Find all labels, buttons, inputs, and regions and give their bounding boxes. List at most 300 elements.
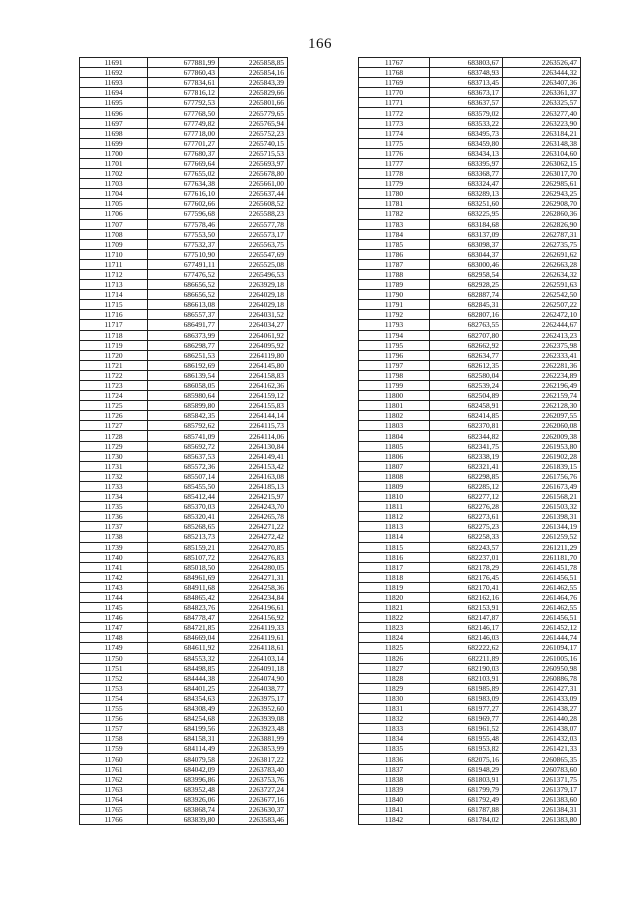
point-number-cell: 11753 (80, 683, 148, 693)
table-row (80, 138, 288, 148)
table-row (80, 280, 288, 290)
table-row (359, 58, 581, 68)
table-row (80, 391, 288, 401)
point-number-cell: 11822 (359, 613, 430, 623)
x-coordinate-cell: 681792,49 (430, 794, 503, 804)
y-coordinate-cell: 2261452,12 (503, 623, 581, 633)
point-number-cell: 11792 (359, 310, 430, 320)
table-row (359, 502, 581, 512)
point-number-cell: 11691 (80, 58, 148, 68)
point-number-cell: 11783 (359, 219, 430, 229)
x-coordinate-cell: 681969,77 (430, 714, 503, 724)
point-number-cell: 11699 (80, 138, 148, 148)
x-coordinate-cell: 683839,80 (148, 815, 219, 825)
x-coordinate-cell: 681955,48 (430, 734, 503, 744)
y-coordinate-cell: 2263881,99 (219, 734, 288, 744)
table-row (80, 401, 288, 411)
table-row (80, 633, 288, 643)
x-coordinate-cell: 686656,52 (148, 290, 219, 300)
y-coordinate-cell: 2261094,17 (503, 643, 581, 653)
x-coordinate-cell: 684498,85 (148, 663, 219, 673)
y-coordinate-cell: 2265765,94 (219, 118, 288, 128)
y-coordinate-cell: 2263325,57 (503, 98, 581, 108)
point-number-cell: 11752 (80, 673, 148, 683)
point-number-cell: 11789 (359, 280, 430, 290)
x-coordinate-cell: 682190,03 (430, 663, 503, 673)
y-coordinate-cell: 2261568,21 (503, 492, 581, 502)
table-row (359, 179, 581, 189)
table-row (80, 88, 288, 98)
table-row (359, 239, 581, 249)
x-coordinate-cell: 685842,35 (148, 411, 219, 421)
x-coordinate-cell: 682147,87 (430, 613, 503, 623)
table-row (80, 98, 288, 108)
y-coordinate-cell: 2264130,84 (219, 441, 288, 451)
point-number-cell: 11804 (359, 431, 430, 441)
y-coordinate-cell: 2263526,47 (503, 58, 581, 68)
point-number-cell: 11831 (359, 704, 430, 714)
table-row (359, 128, 581, 138)
y-coordinate-cell: 2264061,92 (219, 330, 288, 340)
table-row (359, 481, 581, 491)
point-number-cell: 11772 (359, 108, 430, 118)
point-number-cell: 11739 (80, 542, 148, 552)
y-coordinate-cell: 2260950,98 (503, 663, 581, 673)
point-number-cell: 11733 (80, 481, 148, 491)
table-row (359, 512, 581, 522)
table-row (80, 704, 288, 714)
x-coordinate-cell: 684961,69 (148, 572, 219, 582)
x-coordinate-cell: 684114,49 (148, 744, 219, 754)
point-number-cell: 11703 (80, 179, 148, 189)
table-row (80, 623, 288, 633)
x-coordinate-cell: 677491,11 (148, 259, 219, 269)
point-number-cell: 11723 (80, 381, 148, 391)
point-number-cell: 11710 (80, 249, 148, 259)
table-row (80, 310, 288, 320)
x-coordinate-cell: 685268,65 (148, 522, 219, 532)
y-coordinate-cell: 2263444,32 (503, 68, 581, 78)
point-number-cell: 11758 (80, 734, 148, 744)
point-number-cell: 11724 (80, 391, 148, 401)
y-coordinate-cell: 2261211,29 (503, 542, 581, 552)
table-row (359, 108, 581, 118)
point-number-cell: 11780 (359, 189, 430, 199)
y-coordinate-cell: 2262444,67 (503, 320, 581, 330)
y-coordinate-cell: 2265563,75 (219, 239, 288, 249)
point-number-cell: 11766 (80, 815, 148, 825)
table-row (80, 78, 288, 88)
table-row (359, 592, 581, 602)
point-number-cell: 11770 (359, 88, 430, 98)
y-coordinate-cell: 2264034,27 (219, 320, 288, 330)
x-coordinate-cell: 685159,21 (148, 542, 219, 552)
point-number-cell: 11745 (80, 603, 148, 613)
y-coordinate-cell: 2262542,50 (503, 290, 581, 300)
table-row (359, 340, 581, 350)
x-coordinate-cell: 684721,85 (148, 623, 219, 633)
point-number-cell: 11701 (80, 158, 148, 168)
table-row (359, 582, 581, 592)
x-coordinate-cell: 677834,61 (148, 78, 219, 88)
table-row (359, 522, 581, 532)
y-coordinate-cell: 2264258,36 (219, 582, 288, 592)
table-row (80, 592, 288, 602)
y-coordinate-cell: 2264158,83 (219, 370, 288, 380)
y-coordinate-cell: 2262060,08 (503, 421, 581, 431)
table-row (359, 138, 581, 148)
x-coordinate-cell: 684611,92 (148, 643, 219, 653)
x-coordinate-cell: 682539,24 (430, 381, 503, 391)
point-number-cell: 11807 (359, 461, 430, 471)
table-row (359, 643, 581, 653)
y-coordinate-cell: 2264276,83 (219, 552, 288, 562)
table-row (80, 552, 288, 562)
x-coordinate-cell: 686058,05 (148, 381, 219, 391)
point-number-cell: 11696 (80, 108, 148, 118)
table-row (359, 330, 581, 340)
table-row (359, 784, 581, 794)
point-number-cell: 11778 (359, 169, 430, 179)
y-coordinate-cell: 2262009,38 (503, 431, 581, 441)
y-coordinate-cell: 2264185,13 (219, 481, 288, 491)
point-number-cell: 11781 (359, 199, 430, 209)
table-row (359, 744, 581, 754)
point-number-cell: 11798 (359, 370, 430, 380)
point-number-cell: 11722 (80, 370, 148, 380)
point-number-cell: 11830 (359, 693, 430, 703)
y-coordinate-cell: 2261839,15 (503, 461, 581, 471)
table-row (359, 724, 581, 734)
table-row (359, 653, 581, 663)
table-row (359, 471, 581, 481)
y-coordinate-cell: 2261371,75 (503, 774, 581, 784)
x-coordinate-cell: 682344,82 (430, 431, 503, 441)
x-coordinate-cell: 681803,91 (430, 774, 503, 784)
x-coordinate-cell: 683673,17 (430, 88, 503, 98)
y-coordinate-cell: 2261259,52 (503, 532, 581, 542)
point-number-cell: 11775 (359, 138, 430, 148)
y-coordinate-cell: 2265496,53 (219, 269, 288, 279)
y-coordinate-cell: 2261462,55 (503, 582, 581, 592)
point-number-cell: 11708 (80, 229, 148, 239)
x-coordinate-cell: 681985,89 (430, 683, 503, 693)
y-coordinate-cell: 2264119,61 (219, 633, 288, 643)
point-number-cell: 11825 (359, 643, 430, 653)
point-number-cell: 11802 (359, 411, 430, 421)
x-coordinate-cell: 682153,91 (430, 603, 503, 613)
point-number-cell: 11776 (359, 148, 430, 158)
x-coordinate-cell: 683044,37 (430, 249, 503, 259)
point-number-cell: 11748 (80, 633, 148, 643)
point-number-cell: 11720 (80, 350, 148, 360)
y-coordinate-cell: 2264265,78 (219, 512, 288, 522)
table-row (359, 381, 581, 391)
table-row (359, 401, 581, 411)
table-row (359, 249, 581, 259)
point-number-cell: 11740 (80, 552, 148, 562)
x-coordinate-cell: 685455,50 (148, 481, 219, 491)
point-number-cell: 11755 (80, 704, 148, 714)
x-coordinate-cell: 686557,37 (148, 310, 219, 320)
x-coordinate-cell: 685899,80 (148, 401, 219, 411)
point-number-cell: 11769 (359, 78, 430, 88)
y-coordinate-cell: 2265608,52 (219, 199, 288, 209)
point-number-cell: 11706 (80, 209, 148, 219)
y-coordinate-cell: 2265588,23 (219, 209, 288, 219)
x-coordinate-cell: 683289,13 (430, 189, 503, 199)
x-coordinate-cell: 683996,86 (148, 774, 219, 784)
x-coordinate-cell: 683713,45 (430, 78, 503, 88)
table-row (359, 78, 581, 88)
point-number-cell: 11709 (80, 239, 148, 249)
x-coordinate-cell: 677510,90 (148, 249, 219, 259)
table-row (80, 370, 288, 380)
y-coordinate-cell: 2263223,90 (503, 118, 581, 128)
table-row (80, 421, 288, 431)
point-number-cell: 11692 (80, 68, 148, 78)
y-coordinate-cell: 2261451,78 (503, 562, 581, 572)
table-row (80, 360, 288, 370)
y-coordinate-cell: 2265637,44 (219, 189, 288, 199)
y-coordinate-cell: 2265715,53 (219, 148, 288, 158)
x-coordinate-cell: 682612,35 (430, 360, 503, 370)
y-coordinate-cell: 2261005,16 (503, 653, 581, 663)
point-number-cell: 11824 (359, 633, 430, 643)
x-coordinate-cell: 686656,52 (148, 280, 219, 290)
x-coordinate-cell: 677634,38 (148, 179, 219, 189)
x-coordinate-cell: 685107,72 (148, 552, 219, 562)
y-coordinate-cell: 2263727,24 (219, 784, 288, 794)
x-coordinate-cell: 682370,81 (430, 421, 503, 431)
y-coordinate-cell: 2264234,84 (219, 592, 288, 602)
x-coordinate-cell: 684158,31 (148, 734, 219, 744)
table-row (359, 552, 581, 562)
x-coordinate-cell: 685637,53 (148, 451, 219, 461)
y-coordinate-cell: 2263817,22 (219, 754, 288, 764)
table-row (80, 108, 288, 118)
point-number-cell: 11729 (80, 441, 148, 451)
y-coordinate-cell: 2264114,06 (219, 431, 288, 441)
point-number-cell: 11757 (80, 724, 148, 734)
table-row (359, 815, 581, 825)
table-row (80, 603, 288, 613)
point-number-cell: 11742 (80, 572, 148, 582)
x-coordinate-cell: 685741,09 (148, 431, 219, 441)
x-coordinate-cell: 684042,09 (148, 764, 219, 774)
x-coordinate-cell: 682237,01 (430, 552, 503, 562)
table-row (80, 492, 288, 502)
x-coordinate-cell: 683324,47 (430, 179, 503, 189)
table-row (359, 421, 581, 431)
table-row (359, 693, 581, 703)
x-coordinate-cell: 682321,41 (430, 461, 503, 471)
x-coordinate-cell: 677860,43 (148, 68, 219, 78)
point-number-cell: 11693 (80, 78, 148, 88)
y-coordinate-cell: 2262691,62 (503, 249, 581, 259)
y-coordinate-cell: 2263184,21 (503, 128, 581, 138)
table-row (359, 209, 581, 219)
table-row (359, 623, 581, 633)
point-number-cell: 11838 (359, 774, 430, 784)
y-coordinate-cell: 2264103,14 (219, 653, 288, 663)
x-coordinate-cell: 684911,68 (148, 582, 219, 592)
x-coordinate-cell: 677596,68 (148, 209, 219, 219)
x-coordinate-cell: 682258,33 (430, 532, 503, 542)
table-row (80, 663, 288, 673)
x-coordinate-cell: 686491,77 (148, 320, 219, 330)
x-coordinate-cell: 682273,61 (430, 512, 503, 522)
table-row (359, 290, 581, 300)
y-coordinate-cell: 2263677,16 (219, 794, 288, 804)
y-coordinate-cell: 2265801,66 (219, 98, 288, 108)
table-row (359, 118, 581, 128)
y-coordinate-cell: 2263939,08 (219, 714, 288, 724)
y-coordinate-cell: 2263277,40 (503, 108, 581, 118)
y-coordinate-cell: 2261398,31 (503, 512, 581, 522)
x-coordinate-cell: 682414,85 (430, 411, 503, 421)
table-row (80, 502, 288, 512)
table-row (80, 582, 288, 592)
y-coordinate-cell: 2261383,60 (503, 794, 581, 804)
y-coordinate-cell: 2265525,08 (219, 259, 288, 269)
point-number-cell: 11698 (80, 128, 148, 138)
point-number-cell: 11725 (80, 401, 148, 411)
x-coordinate-cell: 682178,29 (430, 562, 503, 572)
x-coordinate-cell: 677553,50 (148, 229, 219, 239)
y-coordinate-cell: 2261953,80 (503, 441, 581, 451)
point-number-cell: 11819 (359, 582, 430, 592)
y-coordinate-cell: 2261384,31 (503, 804, 581, 814)
table-row (80, 441, 288, 451)
y-coordinate-cell: 2262860,36 (503, 209, 581, 219)
y-coordinate-cell: 2261427,31 (503, 683, 581, 693)
x-coordinate-cell: 684199,56 (148, 724, 219, 734)
point-number-cell: 11747 (80, 623, 148, 633)
table-row (359, 158, 581, 168)
point-number-cell: 11832 (359, 714, 430, 724)
point-number-cell: 11714 (80, 290, 148, 300)
y-coordinate-cell: 2261421,33 (503, 744, 581, 754)
table-row (359, 219, 581, 229)
y-coordinate-cell: 2262159,74 (503, 391, 581, 401)
table-row (359, 88, 581, 98)
table-row (359, 370, 581, 380)
y-coordinate-cell: 2265858,85 (219, 58, 288, 68)
y-coordinate-cell: 2264162,36 (219, 381, 288, 391)
y-coordinate-cell: 2262472,10 (503, 310, 581, 320)
y-coordinate-cell: 2261756,76 (503, 471, 581, 481)
table-row (359, 259, 581, 269)
point-number-cell: 11779 (359, 179, 430, 189)
x-coordinate-cell: 681948,29 (430, 764, 503, 774)
x-coordinate-cell: 684865,42 (148, 592, 219, 602)
point-number-cell: 11737 (80, 522, 148, 532)
y-coordinate-cell: 2261673,49 (503, 481, 581, 491)
table-row (359, 562, 581, 572)
x-coordinate-cell: 683137,09 (430, 229, 503, 239)
y-coordinate-cell: 2262333,41 (503, 350, 581, 360)
x-coordinate-cell: 677792,53 (148, 98, 219, 108)
table-row (80, 754, 288, 764)
table-row (359, 683, 581, 693)
point-number-cell: 11821 (359, 603, 430, 613)
x-coordinate-cell: 681977,27 (430, 704, 503, 714)
y-coordinate-cell: 2264119,33 (219, 623, 288, 633)
table-row (359, 492, 581, 502)
y-coordinate-cell: 2264145,80 (219, 360, 288, 370)
coordinates-table-right (358, 57, 581, 825)
x-coordinate-cell: 681953,82 (430, 744, 503, 754)
table-row (80, 683, 288, 693)
point-number-cell: 11717 (80, 320, 148, 330)
table-row (359, 269, 581, 279)
point-number-cell: 11707 (80, 219, 148, 229)
table-row (80, 613, 288, 623)
x-coordinate-cell: 684669,04 (148, 633, 219, 643)
x-coordinate-cell: 682341,75 (430, 441, 503, 451)
y-coordinate-cell: 2262507,22 (503, 300, 581, 310)
y-coordinate-cell: 2264271,31 (219, 572, 288, 582)
table-row (80, 340, 288, 350)
page-number: 166 (308, 36, 332, 52)
point-number-cell: 11751 (80, 663, 148, 673)
point-number-cell: 11812 (359, 512, 430, 522)
y-coordinate-cell: 2263361,37 (503, 88, 581, 98)
point-number-cell: 11803 (359, 421, 430, 431)
x-coordinate-cell: 684444,38 (148, 673, 219, 683)
y-coordinate-cell: 2264215,97 (219, 492, 288, 502)
y-coordinate-cell: 2265843,39 (219, 78, 288, 88)
point-number-cell: 11695 (80, 98, 148, 108)
table-row (359, 148, 581, 158)
y-coordinate-cell: 2263783,40 (219, 764, 288, 774)
point-number-cell: 11716 (80, 310, 148, 320)
x-coordinate-cell: 681799,79 (430, 784, 503, 794)
point-number-cell: 11735 (80, 502, 148, 512)
x-coordinate-cell: 677816,12 (148, 88, 219, 98)
point-number-cell: 11820 (359, 592, 430, 602)
table-row (80, 300, 288, 310)
x-coordinate-cell: 685572,36 (148, 461, 219, 471)
y-coordinate-cell: 2264159,12 (219, 391, 288, 401)
x-coordinate-cell: 677616,10 (148, 189, 219, 199)
point-number-cell: 11704 (80, 189, 148, 199)
y-coordinate-cell: 2261433,09 (503, 693, 581, 703)
table-row (359, 360, 581, 370)
table-row (80, 562, 288, 572)
y-coordinate-cell: 2264156,92 (219, 613, 288, 623)
y-coordinate-cell: 2262634,32 (503, 269, 581, 279)
y-coordinate-cell: 2261462,55 (503, 603, 581, 613)
x-coordinate-cell: 682763,55 (430, 320, 503, 330)
point-number-cell: 11750 (80, 653, 148, 663)
table-row (359, 532, 581, 542)
table-row (359, 764, 581, 774)
point-number-cell: 11800 (359, 391, 430, 401)
x-coordinate-cell: 683926,06 (148, 794, 219, 804)
table-row (359, 794, 581, 804)
x-coordinate-cell: 682075,16 (430, 754, 503, 764)
table-row (359, 603, 581, 613)
point-number-cell: 11811 (359, 502, 430, 512)
point-number-cell: 11826 (359, 653, 430, 663)
table-row (359, 734, 581, 744)
point-number-cell: 11763 (80, 784, 148, 794)
point-number-cell: 11801 (359, 401, 430, 411)
table-row (80, 714, 288, 724)
table-row (80, 269, 288, 279)
